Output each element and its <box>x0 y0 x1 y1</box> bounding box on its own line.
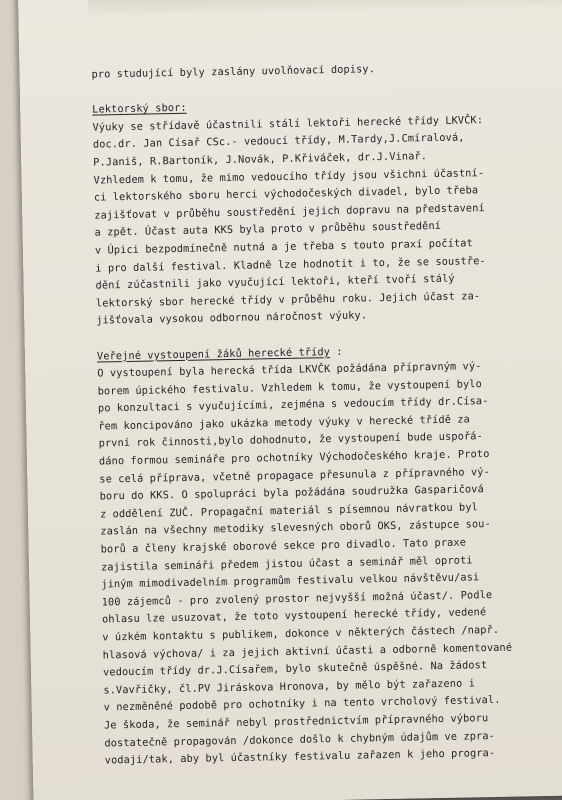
page-top-fold <box>88 0 562 15</box>
text-line: v Úpici bezpodmínečně nutná a je třeba s touto praxí počítat <box>94 237 473 257</box>
text-line: v úzkém kontaktu s publikem, dokonce v některých částech /např. <box>102 623 500 644</box>
text-line: se celá příprava, včetně propagace přesunula z přípravného vý- <box>99 465 490 486</box>
section-performance-body <box>97 357 562 771</box>
intro-line: pro studující byly zaslány uvolňovací dopisy. <box>91 63 376 81</box>
text-line: dáno formou semináře pro ochotníky Východočeského kraje. Proto <box>98 448 490 468</box>
text-line: borem úpického festivalu. Vzhledem k tomu, že vystoupení bylo <box>97 377 482 398</box>
text-line: borů a členy krajské oborové sekce pro divadlo. Tato praxe <box>100 536 467 556</box>
text-line: ohlasu lze usuzovat, že toto vystoupení herecké třídy, vedené <box>101 606 487 626</box>
text-line: ci lektorského sboru herci východočeských divadel, bylo třeba <box>93 184 479 204</box>
text-line: doc.dr. Jan Císař CSc.- vedoucí třídy, M.Tardy,J.Cmíralová, <box>92 131 465 151</box>
text-line: jišťovala vysokou odbornou náročnost výuky. <box>96 309 368 327</box>
text-line: O vystoupení byla herecká třída LKVČK požádána přípravným vý- <box>97 360 482 380</box>
text-line: vedoucím třídy dr.J.Císařem, bylo skutečně úspěšné. Na žádost <box>102 659 488 679</box>
heading-text: Veřejné vystoupení žáků herecké třídy <box>96 345 331 363</box>
text-line: hlasová výchova/ i za jejich aktivní účasti a odborně komentované <box>102 641 513 662</box>
text-line: i pro další festival. Kladně lze hodnotit i to, že se soustře- <box>95 254 486 275</box>
text-line: zajišťovat v průběhu soustředění jejich dopravu na představení <box>94 201 485 222</box>
text-line: P.Janiš, R.Bartoník, J.Novák, P.Křiváček, dr.J.Vinař. <box>93 150 428 169</box>
text-line: Vzhledem k tomu, že mimo vedoucího třídy jsou všichni účastní- <box>93 166 485 187</box>
text-line: zajistila semináři předem jistou účast a seminář měl oproti <box>100 554 473 574</box>
text-line: vodaji/tak, aby byl účastníky festivalu zařazen k jeho progra- <box>104 747 496 767</box>
text-line: s.Vavřičky, čl.PV Jiráskova Hronova, by mělo být zařazeno i <box>103 677 476 697</box>
typewritten-page <box>18 0 562 800</box>
text-line: první rok činnosti,bylo dohodnuto, že vystoupení bude uspořá- <box>98 430 483 451</box>
page-text <box>91 58 562 771</box>
text-line: dostatečně propagován /dokonce došlo k chybným údajům ve zpra- <box>104 729 496 750</box>
heading-text: Lektorský sbor: <box>92 101 187 116</box>
text-line: Výuky se střídavě účastnili stálí lektoři herecké třídy LKVČK: <box>92 113 484 134</box>
text-line: řem koncipováno jako ukázka metody výuky v herecké třídě za <box>98 413 471 433</box>
text-line: boru do KKS. O spolupráci byla požádána soudružka Gasparičová <box>99 483 484 503</box>
text-line: Je škoda, že seminář nebyl prostřednictvím přípravného výboru <box>103 712 489 732</box>
text-line: dění zúčastnili jako vyučující lektoři, kteří tvoří stálý <box>95 272 455 292</box>
text-line: a zpět. Účast auta KKS byla proto v průběhu soustředění <box>94 220 442 239</box>
text-line: v nezměněné podobě pro ochotníky i na tento vrcholový festival. <box>103 694 501 714</box>
text-line: lektorský sbor herecké třídy v průběhu roku. Jejich účast za- <box>95 289 481 310</box>
text-line: zaslán na všechny metodiky slevesných oborů OKS, zástupce sou- <box>100 518 491 538</box>
heading-suffix: : <box>329 345 343 358</box>
text-line: z oddělení ZUČ. Propagační materiál s písemnou návratkou byl <box>99 501 479 521</box>
text-line: 100 zájemců - pro zvolený prostor nejvyšší možná účast/. Podle <box>101 588 493 609</box>
section-lecturers-body <box>92 110 562 330</box>
text-line: po konzultaci s vyučujícími, zejména s vedoucím třídy dr.Císa- <box>97 395 489 415</box>
text-line: jiným mimodivadelním programům festivalu velkou návštěvu/asi <box>101 571 480 591</box>
